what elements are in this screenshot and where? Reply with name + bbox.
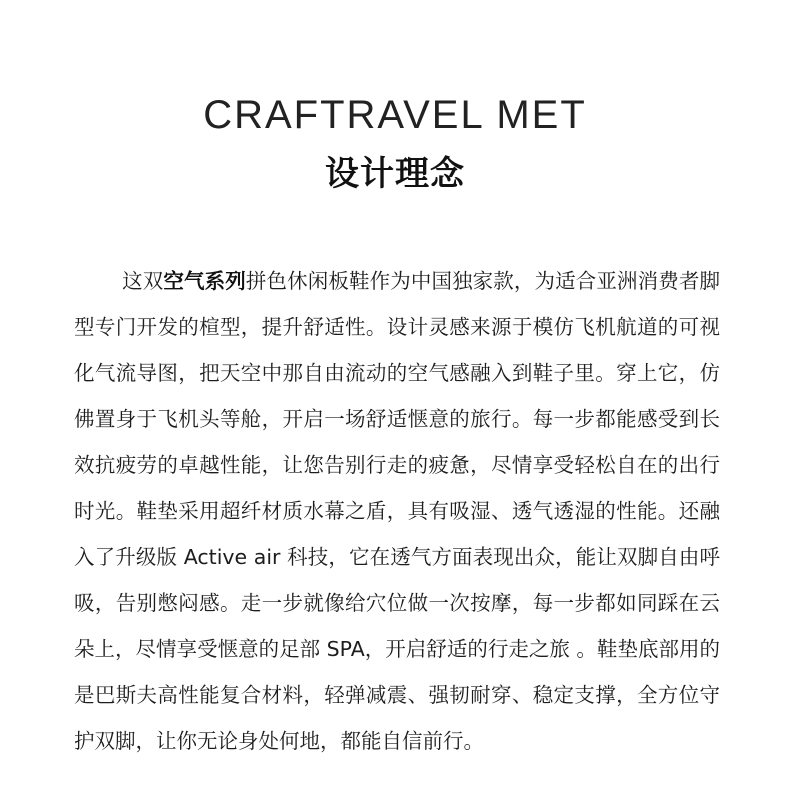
brand-name: CRAFTRAVEL MET xyxy=(203,93,587,137)
page-title: 设计理念 xyxy=(325,154,465,194)
description-intro: 这双 xyxy=(122,269,164,293)
series-name-highlight: 空气系列 xyxy=(163,269,246,293)
description-body: 拼色休闲板鞋作为中国独家款，为适合亚洲消费者脚型专门开发的楦型，提升舒适性。设计灵感来源于模仿飞机航道的可视化气流导图，把天空中那自由流动的空气感融入到鞋子里。穿上它，仿佛置身于飞机头等舱，开启一场舒适惬意的旅行。每一步都能感受到长效抗疲劳的卓越性能，让您告别行走的疲惫，尽情享受轻松自在的出行时光。鞋垫采用超纤材质水幕之盾，具有吸湿、透气透湿的性能。还融入了升级版 Active air 科技，它在透气方面表现出众，能让双脚自由呼吸，告别憋闷感。走一步就像给穴位做一次按摩，每一步都如同踩在云朵上，尽情享受惬意的足部 SPA，开启舒适的行走之旅 。鞋垫底部用的是巴斯夫高性能复合材料，轻弹减震、强韧耐穿、稳定支撑，全方位守护双脚，让你无论身处何地，都能自信前行。 xyxy=(74,269,721,753)
design-description xyxy=(74,258,720,764)
